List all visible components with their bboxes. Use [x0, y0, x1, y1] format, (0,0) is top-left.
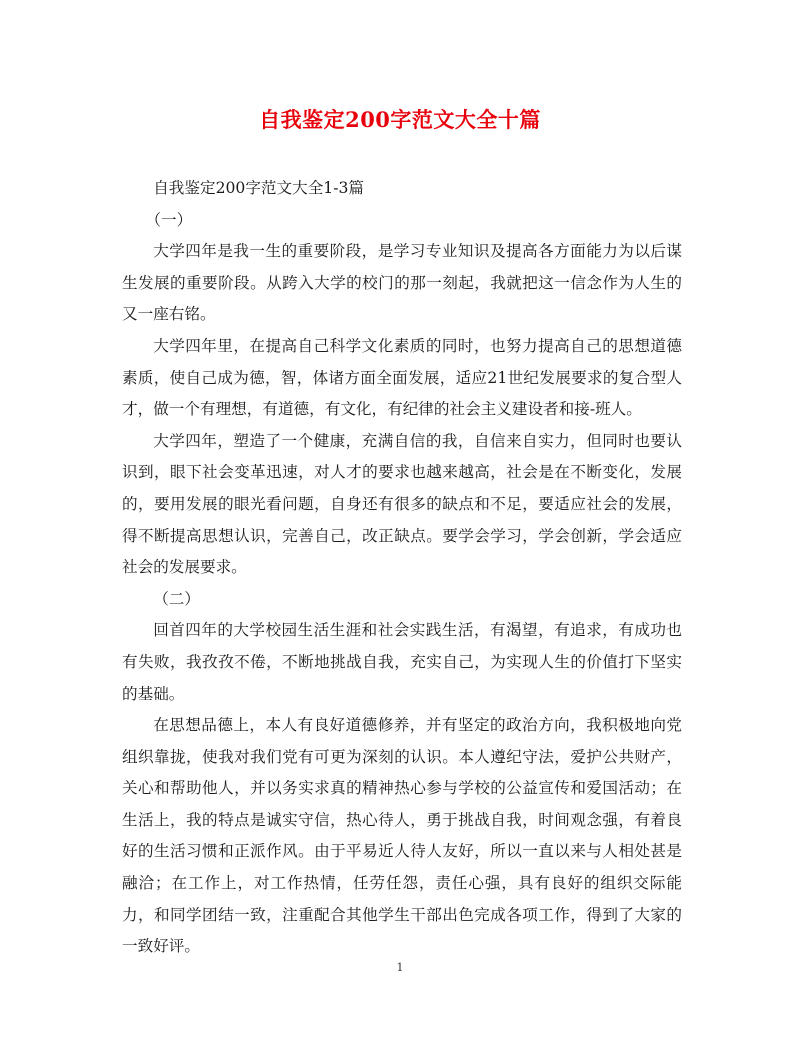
paragraph-4: 回首四年的大学校园生活生涯和社会实践生活，有渴望，有追求，有成功也有失败，我孜孜不倦，不断地挑战自我，充实自己，为实现人生的价值打下坚实的基础。: [122, 621, 682, 703]
paragraph-3: 大学四年，塑造了一个健康，充满自信的我，自信来自实力，但同时也要认识到，眼下社会变革迅速，对人才的要求也越来越高，社会是在不断变化，发展的，要用发展的眼光看问题，自身还有很多的缺点和不足，要适应社会的发展，得不断提高思想认识，完善自己，改正缺点。要学会学习，学会创新，学会适应社会的发展要求。: [122, 431, 682, 577]
paragraph-2: 大学四年里，在提高自己科学文化素质的同时，也努力提高自己的思想道德素质，使自己成为德，智，体诸方面全面发展，适应21世纪发展要求的复合型人才，做一个有理想，有道德，有文化，有纪律的社会主义建设者和接-班人。: [122, 336, 682, 419]
subtitle: 自我鉴定200字范文大全1-3篇: [153, 179, 365, 197]
page-title: 自我鉴定200字范文大全十篇: [259, 107, 541, 132]
paragraph-1: 大学四年是我一生的重要阶段，是学习专业知识及提高各方面能力为以后谋生发展的重要阶段。从跨入大学的校门的那一刻起，我就把这一信念作为人生的又一座右铭。: [122, 242, 682, 324]
page-number: 1: [396, 961, 404, 974]
section-heading-1: （一）: [145, 210, 193, 229]
paragraph-5: 在思想品德上，本人有良好道德修养，并有坚定的政治方向，我积极地向党组织靠拢，使我对我们党有可更为深刻的认识。本人遵纪守法，爱护公共财产，关心和帮助他人，并以务实求真的精神热心参与学校的公益宣传和爱国活动；在生活上，我的特点是诚实守信，热心待人，勇于挑战自我，时间观念强，有着良好的生活习惯和正派作风。由于平易近人待人友好，所以一直以来与人相处甚是融洽；在工作上，对工作热情，任劳任怨，责任心强，具有良好的组织交际能力，和同学团结一致，注重配合其他学生干部出色完成各项工作，得到了大家的一致好评。: [122, 716, 682, 956]
section-heading-2: （二）: [153, 589, 200, 608]
document-body: [122, 173, 682, 963]
